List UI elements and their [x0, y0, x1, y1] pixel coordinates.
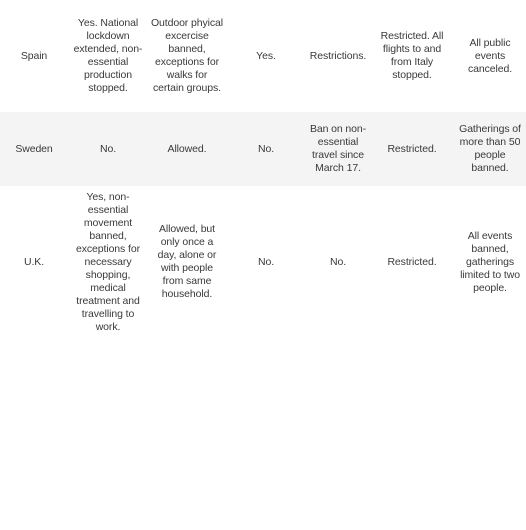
cell-events: All events banned, gatherings limited to two people.: [454, 186, 526, 338]
cell-travel: Ban on non-essential travel since March 17.: [306, 112, 370, 186]
cell-schools: Yes.: [226, 0, 306, 112]
cell-lockdown: No.: [68, 112, 148, 186]
cell-country: Sweden: [0, 112, 68, 186]
blank-area: [0, 338, 526, 530]
cell-events: Gatherings of more than 50 people banned.: [454, 112, 526, 186]
cell-country: Spain: [0, 0, 68, 112]
cell-travel: No.: [306, 186, 370, 338]
cell-country: U.K.: [0, 186, 68, 338]
cell-schools: No.: [226, 112, 306, 186]
cell-flights: Restricted.: [370, 112, 454, 186]
table-row: [0, 186, 526, 338]
table-row: [0, 112, 526, 186]
cell-outdoor: Allowed.: [148, 112, 226, 186]
cell-outdoor: Outdoor phyical excercise banned, exceptions for walks for certain groups.: [148, 0, 226, 112]
cell-flights: Restricted. All flights to and from Italy stopped.: [370, 0, 454, 112]
table-row: [0, 0, 526, 112]
cell-schools: No.: [226, 186, 306, 338]
cell-travel: Restrictions.: [306, 0, 370, 112]
cell-outdoor: Allowed, but only once a day, alone or with people from same household.: [148, 186, 226, 338]
cell-lockdown: Yes, non-essential movement banned, exceptions for necessary shopping, medical treatment and travelling to work.: [68, 186, 148, 338]
cell-flights: Restricted.: [370, 186, 454, 338]
cell-events: All public events canceled.: [454, 0, 526, 112]
cell-lockdown: Yes. National lockdown extended, non-essential production stopped.: [68, 0, 148, 112]
